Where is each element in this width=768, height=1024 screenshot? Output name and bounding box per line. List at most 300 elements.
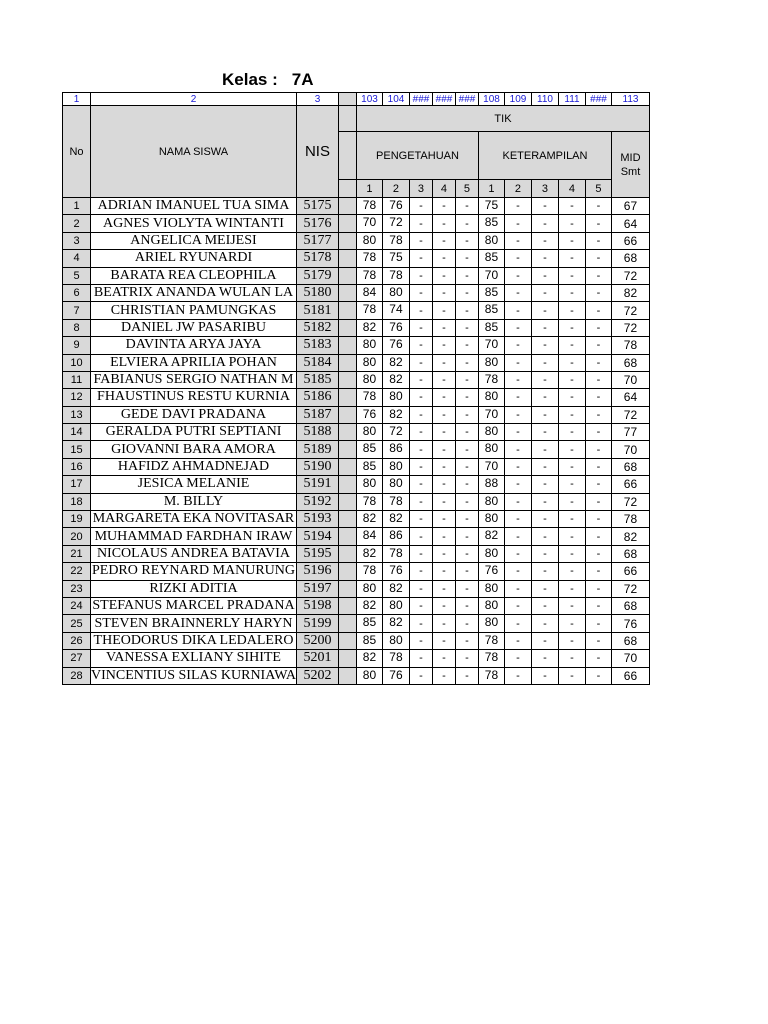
knowledge-score: - — [409, 389, 432, 406]
knowledge-score: - — [432, 267, 455, 284]
knowledge-score: 76 — [382, 319, 409, 336]
skill-score: - — [558, 563, 585, 580]
knowledge-score: - — [432, 597, 455, 614]
header-sub-number: 5 — [585, 180, 611, 198]
knowledge-score: - — [432, 476, 455, 493]
knowledge-score: 78 — [382, 232, 409, 249]
skill-score: - — [531, 563, 558, 580]
knowledge-score: 78 — [356, 198, 382, 215]
knowledge-score: - — [432, 215, 455, 232]
student-no: 5 — [63, 267, 91, 284]
skill-score: 85 — [478, 302, 504, 319]
skill-score: 70 — [478, 458, 504, 475]
skill-score: - — [504, 302, 531, 319]
student-row — [63, 632, 650, 649]
skill-score: - — [585, 632, 611, 649]
student-no: 11 — [63, 371, 91, 388]
knowledge-score: 80 — [356, 476, 382, 493]
knowledge-score: - — [455, 667, 478, 684]
header-sub-number: 4 — [432, 180, 455, 198]
student-no: 8 — [63, 319, 91, 336]
skill-score: 70 — [478, 406, 504, 423]
skill-score: 80 — [478, 232, 504, 249]
student-no: 13 — [63, 406, 91, 423]
row-gap-cell — [338, 337, 356, 354]
knowledge-score: - — [455, 650, 478, 667]
skill-score: - — [531, 615, 558, 632]
knowledge-score: - — [409, 406, 432, 423]
skill-score: - — [504, 667, 531, 684]
knowledge-score: 85 — [356, 458, 382, 475]
knowledge-score: - — [409, 528, 432, 545]
student-name: STEFANUS MARCEL PRADANA — [92, 598, 295, 614]
skill-score: 78 — [478, 650, 504, 667]
mid-semester-score: 68 — [611, 354, 649, 371]
knowledge-score: - — [455, 302, 478, 319]
skill-score: - — [558, 319, 585, 336]
skill-score: - — [558, 441, 585, 458]
student-name: FABIANUS SERGIO NATHAN M — [91, 371, 297, 388]
student-row — [63, 545, 650, 562]
mid-semester-score: 68 — [611, 597, 649, 614]
skill-score: - — [585, 511, 611, 528]
knowledge-score: - — [455, 284, 478, 301]
skill-score: - — [504, 511, 531, 528]
knowledge-score: 78 — [356, 250, 382, 267]
skill-score: - — [585, 302, 611, 319]
student-no: 28 — [63, 667, 91, 684]
skill-score: - — [531, 528, 558, 545]
skill-score: - — [504, 528, 531, 545]
student-nis: 5198 — [296, 597, 338, 614]
student-nis: 5186 — [296, 389, 338, 406]
mid-semester-score: 72 — [611, 406, 649, 423]
skill-score: - — [585, 458, 611, 475]
skill-score: 80 — [478, 511, 504, 528]
student-nis: 5176 — [296, 215, 338, 232]
row-gap-cell — [338, 650, 356, 667]
skill-score: - — [558, 302, 585, 319]
student-no: 24 — [63, 597, 91, 614]
student-row — [63, 371, 650, 388]
student-nis: 5190 — [296, 458, 338, 475]
knowledge-score: - — [409, 215, 432, 232]
student-row — [63, 319, 650, 336]
skill-score: 88 — [478, 476, 504, 493]
skill-score: - — [531, 493, 558, 510]
skill-score: 80 — [478, 354, 504, 371]
skill-score: 80 — [478, 424, 504, 441]
knowledge-score: 70 — [356, 215, 382, 232]
knowledge-score: - — [455, 632, 478, 649]
knowledge-score: - — [409, 267, 432, 284]
skill-score: - — [504, 580, 531, 597]
knowledge-score: 78 — [382, 493, 409, 510]
column-index-cell: 3 — [296, 93, 338, 106]
student-nis: 5175 — [296, 198, 338, 215]
student-no: 27 — [63, 650, 91, 667]
header-knowledge: PENGETAHUAN — [356, 132, 478, 180]
student-row — [63, 354, 650, 371]
student-row — [63, 284, 650, 301]
knowledge-score: - — [409, 632, 432, 649]
mid-semester-score: 82 — [611, 528, 649, 545]
student-no: 16 — [63, 458, 91, 475]
knowledge-score: - — [432, 424, 455, 441]
student-name: M. BILLY — [91, 493, 297, 510]
skill-score: - — [585, 337, 611, 354]
knowledge-score: 78 — [356, 563, 382, 580]
knowledge-score: 80 — [356, 232, 382, 249]
row-gap-cell — [338, 198, 356, 215]
knowledge-score: 82 — [382, 580, 409, 597]
student-name: MUHAMMAD FARDHAN IRAW — [91, 528, 297, 545]
skill-score: - — [585, 406, 611, 423]
knowledge-score: - — [455, 597, 478, 614]
knowledge-score: - — [432, 632, 455, 649]
skill-score: - — [531, 267, 558, 284]
row-gap-cell — [338, 632, 356, 649]
student-name: RIZKI ADITIA — [91, 580, 297, 597]
skill-score: 70 — [478, 267, 504, 284]
student-name: VANESSA EXLIANY SIHITE — [91, 650, 297, 667]
knowledge-score: - — [455, 406, 478, 423]
knowledge-score: - — [409, 441, 432, 458]
knowledge-score: - — [432, 284, 455, 301]
mid-semester-score: 68 — [611, 458, 649, 475]
skill-score: - — [558, 267, 585, 284]
student-nis: 5202 — [296, 667, 338, 684]
knowledge-score: - — [432, 198, 455, 215]
knowledge-score: 78 — [356, 302, 382, 319]
skill-score: - — [585, 528, 611, 545]
skill-score: 85 — [478, 319, 504, 336]
student-nis: 5189 — [296, 441, 338, 458]
student-row — [63, 389, 650, 406]
student-name: PEDRO REYNARD MANURUNG — [91, 563, 295, 579]
row-gap-cell — [338, 511, 356, 528]
skill-score: - — [558, 232, 585, 249]
skill-score: - — [585, 250, 611, 267]
knowledge-score: - — [409, 667, 432, 684]
student-no: 10 — [63, 354, 91, 371]
knowledge-score: - — [455, 580, 478, 597]
knowledge-score: - — [432, 545, 455, 562]
student-no: 21 — [63, 545, 91, 562]
column-index-cell: ### — [432, 93, 455, 106]
knowledge-score: 80 — [382, 458, 409, 475]
student-row — [63, 337, 650, 354]
skill-score: - — [504, 441, 531, 458]
skill-score: - — [558, 406, 585, 423]
column-index-cell: 1 — [63, 93, 91, 106]
skill-score: - — [558, 597, 585, 614]
row-gap-cell — [338, 302, 356, 319]
header-subject: TIK — [356, 106, 649, 132]
knowledge-score: 85 — [356, 632, 382, 649]
skill-score: - — [504, 232, 531, 249]
skill-score: - — [531, 650, 558, 667]
skill-score: - — [531, 476, 558, 493]
row-gap-cell — [338, 528, 356, 545]
student-name: GEDE DAVI PRADANA — [91, 406, 297, 423]
skill-score: - — [585, 615, 611, 632]
student-row — [63, 232, 650, 249]
knowledge-score: 82 — [382, 354, 409, 371]
knowledge-score: - — [455, 458, 478, 475]
knowledge-score: 82 — [356, 545, 382, 562]
knowledge-score: - — [409, 232, 432, 249]
student-name: NICOLAUS ANDREA BATAVIA — [91, 545, 297, 562]
knowledge-score: 86 — [382, 528, 409, 545]
student-nis: 5201 — [296, 650, 338, 667]
skill-score: - — [504, 458, 531, 475]
mid-semester-score: 68 — [611, 250, 649, 267]
skill-score: - — [585, 580, 611, 597]
skill-score: - — [585, 371, 611, 388]
row-gap-cell — [338, 406, 356, 423]
knowledge-score: - — [409, 424, 432, 441]
student-name: ARIEL RYUNARDI — [91, 250, 297, 267]
knowledge-score: 80 — [356, 354, 382, 371]
student-name: DAVINTA ARYA JAYA — [91, 337, 297, 354]
class-label: Kelas : — [222, 70, 278, 89]
column-index-cell: ### — [409, 93, 432, 106]
skill-score: - — [531, 632, 558, 649]
skill-score: - — [531, 545, 558, 562]
knowledge-score: - — [432, 302, 455, 319]
skill-score: - — [504, 371, 531, 388]
skill-score: - — [585, 198, 611, 215]
skill-score: - — [558, 198, 585, 215]
knowledge-score: - — [455, 424, 478, 441]
column-index-cell: ### — [455, 93, 478, 106]
row-gap-cell — [338, 232, 356, 249]
skill-score: - — [531, 319, 558, 336]
knowledge-score: 78 — [382, 545, 409, 562]
skill-score: 80 — [478, 545, 504, 562]
knowledge-score: - — [432, 493, 455, 510]
knowledge-score: - — [409, 545, 432, 562]
student-row — [63, 476, 650, 493]
skill-score: 78 — [478, 371, 504, 388]
student-name: DANIEL JW PASARIBU — [91, 319, 297, 336]
skill-score: - — [558, 424, 585, 441]
student-nis: 5177 — [296, 232, 338, 249]
student-row — [63, 424, 650, 441]
mid-semester-score: 72 — [611, 302, 649, 319]
skill-score: - — [585, 267, 611, 284]
student-nis: 5199 — [296, 615, 338, 632]
header-no: No — [63, 106, 91, 198]
row-gap-cell — [338, 476, 356, 493]
student-nis: 5183 — [296, 337, 338, 354]
skill-score: - — [558, 632, 585, 649]
skill-score: 70 — [478, 337, 504, 354]
knowledge-score: - — [455, 615, 478, 632]
column-index-cell: 2 — [91, 93, 297, 106]
student-nis: 5196 — [296, 563, 338, 580]
student-no: 7 — [63, 302, 91, 319]
column-index-cell: 108 — [478, 93, 504, 106]
knowledge-score: - — [409, 319, 432, 336]
knowledge-score: 78 — [356, 493, 382, 510]
knowledge-score: - — [455, 476, 478, 493]
knowledge-score: - — [455, 441, 478, 458]
skill-score: - — [531, 337, 558, 354]
skill-score: - — [531, 580, 558, 597]
knowledge-score: - — [432, 580, 455, 597]
knowledge-score: - — [432, 615, 455, 632]
skill-score: - — [531, 458, 558, 475]
skill-score: - — [504, 284, 531, 301]
knowledge-score: - — [409, 563, 432, 580]
knowledge-score: 82 — [382, 406, 409, 423]
student-row — [63, 580, 650, 597]
grade-table — [62, 92, 650, 685]
mid-semester-score: 68 — [611, 545, 649, 562]
skill-score: - — [504, 615, 531, 632]
mid-semester-score: 70 — [611, 650, 649, 667]
skill-score: - — [558, 354, 585, 371]
skill-score: 80 — [478, 493, 504, 510]
knowledge-score: - — [432, 650, 455, 667]
mid-semester-score: 64 — [611, 215, 649, 232]
knowledge-score: - — [455, 354, 478, 371]
skill-score: 80 — [478, 615, 504, 632]
row-gap-cell — [338, 215, 356, 232]
column-index-cell: 104 — [382, 93, 409, 106]
student-no: 14 — [63, 424, 91, 441]
skill-score: - — [504, 406, 531, 423]
row-gap-cell — [338, 458, 356, 475]
student-name: AGNES VIOLYTA WINTANTI — [91, 215, 297, 232]
skill-score: - — [504, 424, 531, 441]
skill-score: - — [531, 441, 558, 458]
knowledge-score: - — [409, 511, 432, 528]
skill-score: - — [531, 302, 558, 319]
row-gap-cell — [338, 319, 356, 336]
skill-score: - — [585, 563, 611, 580]
row-gap-cell — [338, 284, 356, 301]
student-nis: 5192 — [296, 493, 338, 510]
skill-score: - — [558, 528, 585, 545]
skill-score: - — [585, 597, 611, 614]
mid-semester-score: 78 — [611, 511, 649, 528]
skill-score: - — [504, 354, 531, 371]
knowledge-score: 74 — [382, 302, 409, 319]
skill-score: - — [504, 267, 531, 284]
skill-score: - — [531, 371, 558, 388]
knowledge-score: - — [409, 458, 432, 475]
mid-semester-score: 66 — [611, 667, 649, 684]
student-name: ANGELICA MEIJESI — [91, 232, 297, 249]
header-skills: KETERAMPILAN — [478, 132, 611, 180]
student-no: 18 — [63, 493, 91, 510]
mid-semester-score: 68 — [611, 632, 649, 649]
student-no: 25 — [63, 615, 91, 632]
student-row — [63, 458, 650, 475]
row-gap-cell — [338, 667, 356, 684]
student-no: 3 — [63, 232, 91, 249]
row-gap-cell — [338, 545, 356, 562]
student-no: 1 — [63, 198, 91, 215]
knowledge-score: - — [455, 545, 478, 562]
skill-score: 76 — [478, 563, 504, 580]
row-gap-cell — [338, 389, 356, 406]
student-name: HAFIDZ AHMADNEJAD — [91, 458, 297, 475]
student-row — [63, 667, 650, 684]
knowledge-score: - — [432, 441, 455, 458]
student-name: CHRISTIAN PAMUNGKAS — [91, 302, 297, 319]
knowledge-score: - — [409, 493, 432, 510]
knowledge-score: - — [432, 337, 455, 354]
knowledge-score: 72 — [382, 424, 409, 441]
class-name: 7A — [291, 70, 314, 89]
knowledge-score: - — [432, 528, 455, 545]
header-sub-number: 4 — [558, 180, 585, 198]
student-no: 23 — [63, 580, 91, 597]
mid-semester-score: 66 — [611, 563, 649, 580]
knowledge-score: - — [432, 458, 455, 475]
student-no: 4 — [63, 250, 91, 267]
skill-score: - — [531, 250, 558, 267]
row-gap-cell — [338, 563, 356, 580]
skill-score: - — [585, 284, 611, 301]
mid-semester-score: 72 — [611, 319, 649, 336]
skill-score: - — [531, 354, 558, 371]
header-sub-number: 1 — [478, 180, 504, 198]
skill-score: - — [531, 424, 558, 441]
skill-score: - — [504, 250, 531, 267]
skill-score: - — [504, 389, 531, 406]
student-name: STEVEN BRAINNERLY HARYN — [91, 615, 297, 632]
header-gap — [338, 180, 356, 198]
skill-score: - — [585, 493, 611, 510]
mid-semester-score: 70 — [611, 371, 649, 388]
skill-score: 80 — [478, 441, 504, 458]
skill-score: - — [558, 458, 585, 475]
header-sub-number: 2 — [382, 180, 409, 198]
knowledge-score: - — [432, 563, 455, 580]
skill-score: - — [585, 354, 611, 371]
skill-score: - — [504, 632, 531, 649]
skill-score: - — [585, 319, 611, 336]
knowledge-score: 76 — [356, 406, 382, 423]
column-index-row — [63, 93, 650, 106]
student-name: ELVIERA APRILIA POHAN — [91, 354, 297, 371]
knowledge-score: 72 — [382, 215, 409, 232]
student-nis: 5193 — [296, 511, 338, 528]
student-no: 9 — [63, 337, 91, 354]
header-name: NAMA SISWA — [91, 106, 297, 198]
row-gap-cell — [338, 615, 356, 632]
class-title — [222, 70, 313, 90]
skill-score: - — [531, 667, 558, 684]
student-nis: 5184 — [296, 354, 338, 371]
knowledge-score: - — [455, 528, 478, 545]
student-row — [63, 406, 650, 423]
knowledge-score: - — [409, 198, 432, 215]
skill-score: - — [558, 511, 585, 528]
knowledge-score: 82 — [356, 511, 382, 528]
student-name: FHAUSTINUS RESTU KURNIA — [91, 389, 297, 406]
knowledge-score: 76 — [382, 563, 409, 580]
student-row — [63, 650, 650, 667]
skill-score: - — [504, 337, 531, 354]
skill-score: - — [531, 284, 558, 301]
student-nis: 5197 — [296, 580, 338, 597]
